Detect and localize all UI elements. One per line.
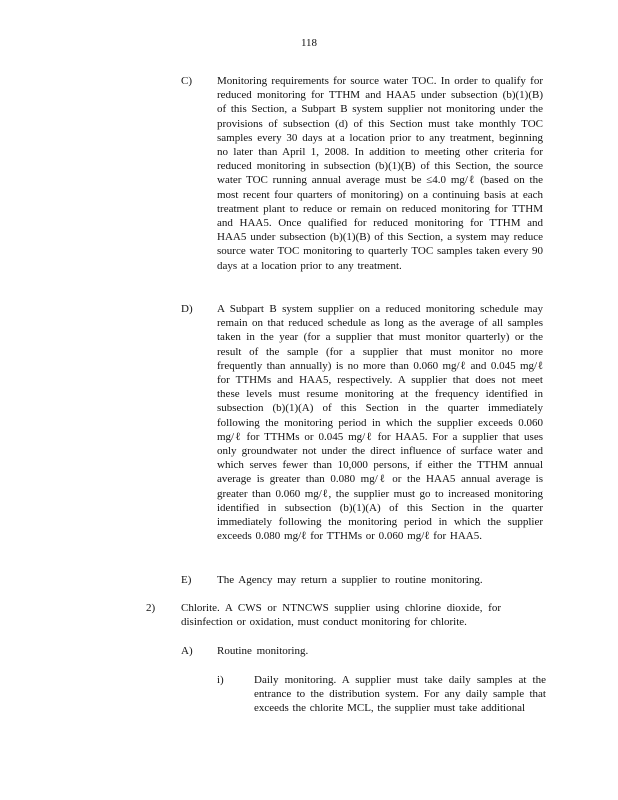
section-2a-i-text: Daily monitoring. A supplier must take daily samples at the entrance to the distribution system. For any daily sample that exceeds the chlorite MCL, the supplier must take additional <box>254 674 546 715</box>
section-d-label: D) <box>181 303 193 315</box>
section-d-text: A Subpart B system supplier on a reduced monitoring schedule may remain on that reduced schedule as long as the average of all samples taken in the year (for a supplier that must monitor quarterly) or the result of the sample (for a supplier that must monitor no more frequently than annually) is no more than 0.060 mg/ℓ and 0.045 mg/ℓ for TTHMs and HAA5, respectively. A supplier that does not meet these levels must resume monitoring at the frequency identified in subsection (b)(1)(A) of this Section in the quarter immediately following the monitoring period in which the supplier exceeds 0.060 mg/ℓ for TTHMs or 0.045 mg/ℓ for HAA5. For a supplier that uses only groundwater not under the direct influence of surface water and which serves fewer than 10,000 persons, if either the TTHM annual average is greater than 0.080 mg/ℓ or the HAA5 annual average is greater than 0.060 mg/ℓ, the supplier must go to increased monitoring identified in subsection (b)(1)(A) of this Section in the quarter immediately following the monitoring period in which the supplier exceeds 0.080 mg/ℓ for TTHMs or 0.060 mg/ℓ for HAA5. <box>217 303 543 543</box>
section-2a-i-label: i) <box>217 674 224 686</box>
section-2-label: 2) <box>146 602 156 614</box>
section-2-text: Chlorite. A CWS or NTNCWS supplier using chlorine dioxide, for disinfection or oxidation, must conduct monitoring for chlorite. <box>181 602 501 629</box>
section-2a-text: Routine monitoring. <box>217 645 309 657</box>
section-2a-label: A) <box>181 645 193 657</box>
section-e-label: E) <box>181 574 192 586</box>
page-number: 118 <box>300 37 318 49</box>
section-c-text: Monitoring requirements for source water TOC. In order to qualify for reduced monitoring for TTHM and HAA5 under subsection (b)(1)(B) of this Section, a Subpart B system supplier not monitoring under the provisions of subsection (d) of this Section must take monthly TOC samples every 30 days at a location prior to any treatment, beginning no later than April 1, 2008. In addition to meeting other criteria for reduced monitoring in subsection (b)(1)(B) of this Section, the source water TOC running annual average must be ≤4.0 mg/ℓ (based on the most recent four quarters of monitoring) on a continuing basis at each treatment plant to reduce or remain on reduced monitoring for TTHM and HAA5. Once qualified for reduced monitoring for TTHM and HAA5 under subsection (b)(1)(B) of this Section, a system may reduce source water TOC monitoring to quarterly TOC samples taken every 90 days at a location prior to any treatment. <box>217 75 543 272</box>
section-e-text: The Agency may return a supplier to routine monitoring. <box>217 574 483 586</box>
section-c-label: C) <box>181 75 192 87</box>
